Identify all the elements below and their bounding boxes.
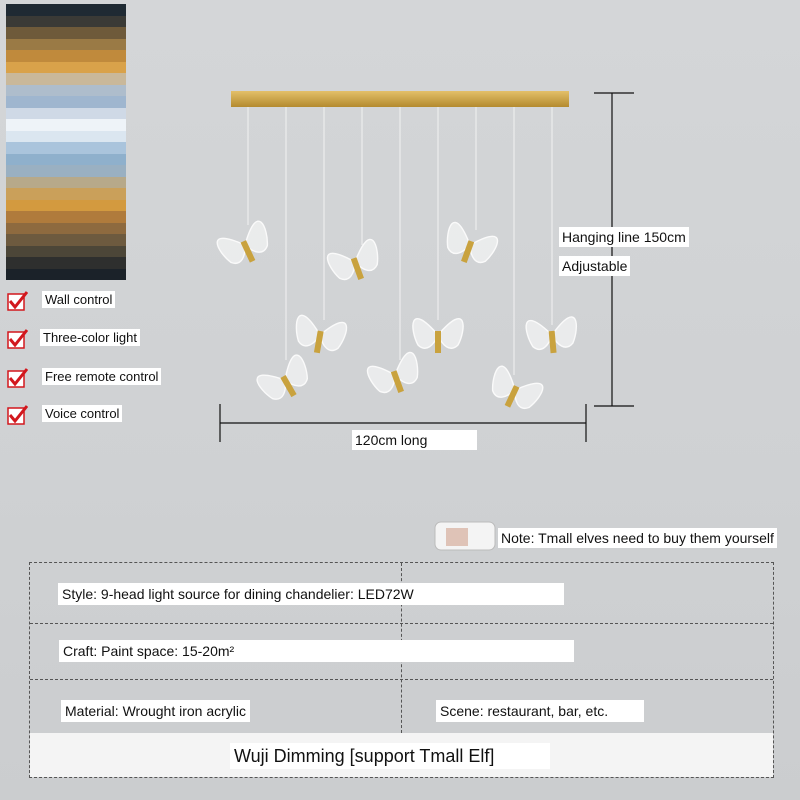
adjustable-label: Adjustable — [559, 256, 630, 276]
feature-three-color-light: Three-color light — [40, 329, 140, 346]
length-label: 120cm long — [352, 430, 477, 450]
spec-style: Style: 9-head light source for dining chandelier: LED72W — [58, 583, 564, 605]
butterfly-light — [440, 221, 499, 270]
hanging-wires — [248, 107, 552, 375]
spec-craft: Craft: Paint space: 15-20m² — [59, 640, 574, 662]
butterfly-light — [292, 315, 347, 357]
hanging-line-label: Hanging line 150cm — [559, 227, 689, 247]
butterfly-light — [413, 319, 463, 353]
butterfly-light — [215, 220, 275, 272]
spec-scene: Scene: restaurant, bar, etc. — [436, 700, 644, 722]
spec-table — [29, 562, 774, 778]
butterfly-light — [326, 238, 385, 287]
height-dimension — [594, 93, 634, 406]
spec-dimming: Wuji Dimming [support Tmall Elf] — [230, 743, 550, 769]
feature-voice-control: Voice control — [42, 405, 122, 422]
butterfly-light — [366, 351, 425, 400]
feature-wall-control: Wall control — [42, 291, 115, 308]
feature-free-remote-control: Free remote control — [42, 368, 161, 385]
butterfly-light — [485, 365, 545, 417]
butterfly-light — [255, 353, 316, 408]
ceiling-bar — [231, 91, 569, 107]
smart-speaker-icon — [434, 519, 496, 553]
butterfly-lights — [215, 220, 578, 417]
spec-material: Material: Wrought iron acrylic — [61, 700, 250, 722]
tmall-note: Note: Tmall elves need to buy them yourself — [498, 528, 777, 548]
